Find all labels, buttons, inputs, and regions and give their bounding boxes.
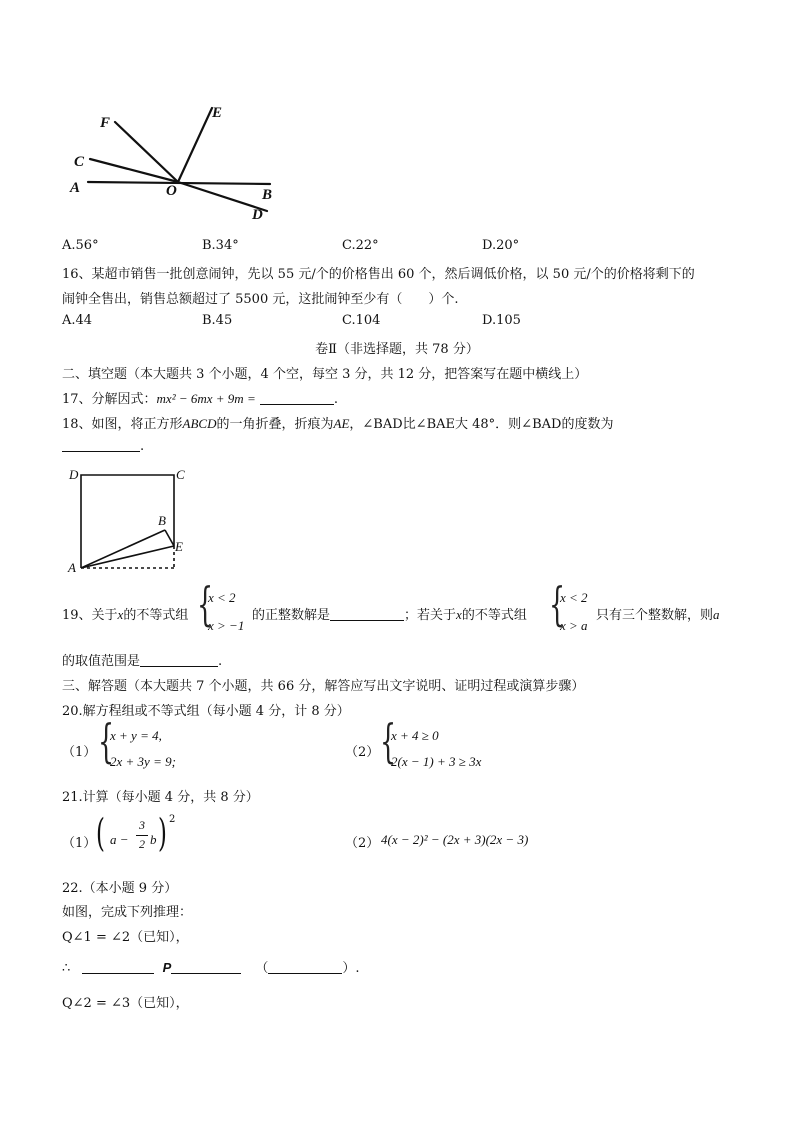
q19-a: a: [713, 607, 720, 622]
q16-text-line2: 闹钟全售出，销售总额超过了 5500 元，这批闹钟至少有（ ）个.: [62, 292, 459, 307]
q22-parallel-symbol: P: [162, 960, 172, 975]
label-C: C: [176, 467, 185, 482]
q18-mid2: ，∠BAD: [349, 417, 403, 432]
section-title: 卷Ⅱ（非选择题，共 78 分）: [315, 342, 479, 357]
q21-fraction-bar: [136, 835, 148, 836]
q17-line: [62, 388, 338, 407]
q19-answer-blank-2[interactable]: [140, 653, 218, 667]
q22-paren-open: （: [255, 961, 269, 976]
q16-option-b: B.45: [202, 313, 233, 328]
q22-line1: Q∠1 = ∠2（已知），: [62, 930, 189, 945]
q22-paren-close: ）.: [342, 961, 360, 976]
q19-sys2-row1: x < 2: [560, 590, 588, 605]
q21-expression-2: 4(x − 2)² − (2x + 3)(2x − 3): [381, 832, 529, 847]
q20-s1-row1: x + y = 4,: [110, 728, 162, 743]
q18-mid4: 大 48°．则∠BAD: [455, 417, 562, 432]
q21-title: 21.计算（每小题 4 分，共 8 分）: [62, 790, 259, 805]
q19-brace-2: {: [549, 577, 566, 631]
q20-s2-row2: 2(x − 1) + 3 ≥ 3x: [391, 754, 482, 769]
label-A: A: [70, 180, 81, 196]
label-A: A: [68, 560, 76, 574]
q19-line2: [62, 650, 222, 669]
q21-e1-denominator: 2: [139, 837, 145, 851]
label-B: B: [158, 513, 166, 528]
q22-blank-reason[interactable]: [268, 960, 342, 974]
q19-x: x: [117, 607, 124, 622]
q15-option-c: C.22°: [342, 238, 379, 253]
q19-p2: 的不等式组: [123, 608, 189, 623]
q21-e1-numerator: 3: [139, 818, 145, 832]
q19-part2: [252, 604, 527, 623]
angle-figure: [60, 95, 290, 230]
square-fold-figure: [62, 462, 202, 574]
label-E: E: [212, 105, 223, 121]
fold-AE: [81, 546, 174, 568]
fold-BE: [165, 530, 174, 546]
q22-blank-2[interactable]: [171, 960, 241, 974]
q20-label-2: （2）: [345, 745, 380, 760]
q17-prefix: 17、分解因式：: [62, 392, 157, 407]
q20-title: 20.解方程组或不等式组（每小题 4 分，计 8 分）: [62, 704, 350, 719]
q18-answer-line: [62, 438, 144, 454]
q18-abcd: ABCD: [182, 416, 217, 431]
q21-paren-close: ): [158, 811, 167, 855]
q17-answer-blank[interactable]: [260, 391, 334, 405]
q21-e1-a: a −: [110, 832, 129, 847]
q20-s2-row1: x + 4 ≥ 0: [391, 728, 439, 743]
q16-option-c: C.104: [342, 313, 381, 328]
q19-sys1-row1: x < 2: [208, 590, 236, 605]
q22-title: 22.（本小题 9 分）: [62, 881, 178, 896]
part2-heading: 二、填空题（本大题共 3 个小题，4 个空，每空 3 分，共 12 分，把答案写在题中横线上）: [62, 367, 588, 382]
q20-label-1: （1）: [62, 745, 97, 760]
label-F: F: [100, 115, 111, 131]
q22-blank-1[interactable]: [82, 960, 154, 974]
label-E: E: [175, 539, 183, 554]
q18-answer-blank[interactable]: [62, 438, 140, 452]
q22-intro: 如图，完成下列推理：: [62, 905, 193, 920]
ray-OE: [178, 108, 212, 182]
q21-e1-exponent: 2: [169, 814, 176, 825]
q18-mid3: 比∠BAE: [402, 417, 455, 432]
q18-ae: AE: [333, 416, 350, 431]
q18-mid1: 的一角折叠，折痕为: [216, 417, 334, 432]
q16-option-a: A.44: [62, 313, 93, 328]
q16-text-line1: 16、某超市销售一批创意闹钟，先以 55 元/个的价格售出 60 个，然后调低价格，以 50 元/个的价格将剩下的: [62, 267, 695, 282]
q22-line2: [62, 957, 360, 976]
q19-p5: 的不等式组: [461, 608, 527, 623]
q19-tail: .: [218, 654, 223, 669]
q19-p4: ；若关于: [404, 608, 457, 623]
q20-s1-row2: 2x + 3y = 9;: [110, 754, 176, 769]
q21-e1-b: b: [150, 832, 157, 847]
q21-label-2: （2）: [345, 836, 380, 851]
q19-part3: [596, 604, 720, 623]
q21-paren-open: (: [96, 811, 105, 855]
fold-AB: [81, 530, 165, 568]
q17-end: .: [333, 392, 338, 407]
q15-option-a: A.56°: [62, 238, 99, 253]
q19-p1: 19、关于: [62, 608, 118, 623]
q19-x2: x: [456, 607, 462, 622]
q18-prefix: 18、如图，将正方形: [62, 417, 183, 432]
label-O: O: [166, 183, 177, 199]
q19-line2-text: 的取值范围是: [62, 654, 141, 669]
q19-p6: 只有三个整数解，则: [596, 608, 714, 623]
q18-end: 的度数为: [561, 417, 614, 432]
part3-heading: 三、解答题（本大题共 7 个小题，共 66 分，解答应写出文字说明、证明过程或演算步骤）: [62, 679, 585, 694]
q21-label-1: （1）: [62, 836, 97, 851]
q20-brace-2: {: [380, 714, 397, 768]
q18-tail: .: [140, 439, 145, 454]
q19-brace-1: {: [197, 577, 214, 631]
q15-option-b: B.34°: [202, 238, 239, 253]
q20-brace-1: {: [98, 714, 115, 768]
q19-part1: [62, 604, 188, 623]
q19-answer-blank-1[interactable]: [330, 607, 404, 621]
q15-option-d: D.20°: [482, 238, 520, 253]
label-D: D: [252, 207, 263, 223]
q17-expression: mx² − 6mx + 9m =: [156, 391, 256, 406]
q19-p3: 的正整数解是: [252, 608, 331, 623]
q18-line: [62, 413, 613, 432]
label-C: C: [74, 154, 85, 170]
q22-line3: Q∠2 = ∠3（已知），: [62, 996, 189, 1011]
q19-sys2-row2: x > a: [560, 618, 588, 633]
label-D: D: [69, 467, 79, 482]
q16-option-d: D.105: [482, 313, 521, 328]
q19-sys1-row2: x > −1: [208, 618, 245, 633]
q22-therefore: ∴: [62, 961, 71, 976]
label-B: B: [262, 187, 273, 203]
